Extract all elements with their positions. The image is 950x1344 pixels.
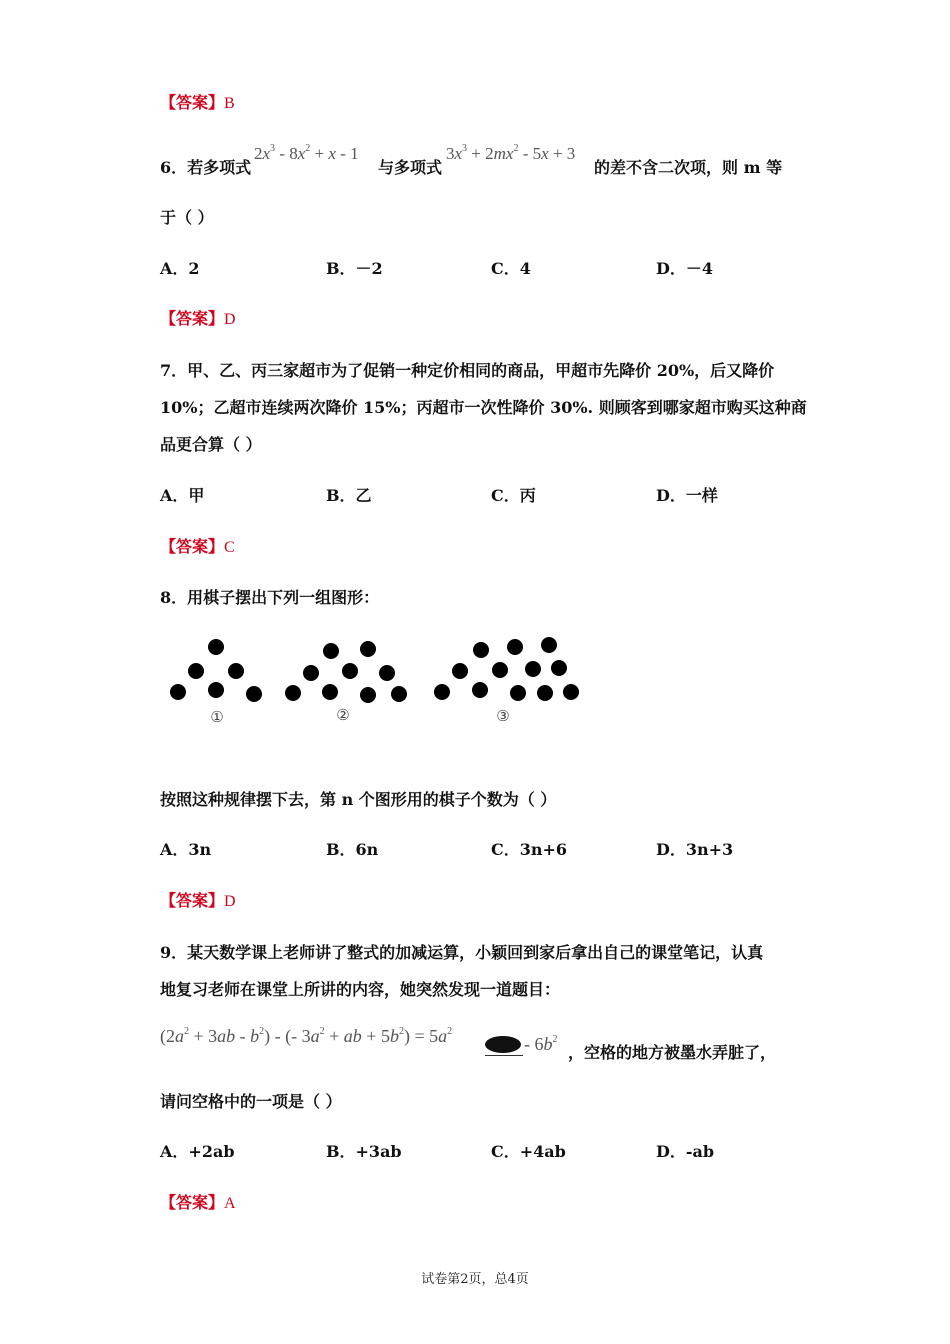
chess-pieces-figure bbox=[160, 630, 590, 730]
q9-option-d: D．-ab bbox=[656, 1142, 715, 1161]
answer-label: 【答案】 bbox=[160, 93, 225, 112]
chess-piece bbox=[492, 662, 508, 678]
figure-label-3: ③ bbox=[496, 707, 510, 725]
figure-1 bbox=[170, 639, 262, 702]
chess-piece bbox=[342, 663, 358, 679]
q7-stem-line3: 品更合算（ ） bbox=[160, 435, 262, 454]
chess-piece bbox=[303, 665, 319, 681]
q9-expression-right: - $6b^2$ bbox=[524, 1034, 558, 1054]
q8-option-a: A．3n bbox=[160, 840, 212, 859]
chess-piece bbox=[510, 685, 526, 701]
q9-answer bbox=[160, 1190, 236, 1213]
chess-piece bbox=[285, 685, 301, 701]
q8-answer bbox=[160, 888, 236, 911]
q8-stem-line2: 按照这种规律摆下去，第 n 个图形用的棋子个数为（ ） bbox=[160, 790, 557, 809]
figure-2 bbox=[285, 641, 407, 703]
q7-answer bbox=[160, 534, 235, 557]
q7-stem-line1: 7．甲、乙、丙三家超市为了促销一种定价相同的商品，甲超市先降价 20%，后又降价 bbox=[160, 361, 775, 380]
q9-option-c: C．+4ab bbox=[491, 1142, 566, 1161]
chess-piece bbox=[188, 663, 204, 679]
chess-piece bbox=[541, 637, 557, 653]
chess-piece bbox=[472, 682, 488, 698]
q6-option-a: A．2 bbox=[160, 259, 200, 278]
q9-stem-line3: ，空格的地方被墨水弄脏了， bbox=[568, 1043, 777, 1062]
q9-option-b: B．+3ab bbox=[326, 1142, 402, 1161]
answer-label: 【答案】 bbox=[160, 537, 225, 556]
q9-stem-line2: 地复习老师在课堂上所讲的内容，她突然发现一道题目： bbox=[160, 980, 561, 999]
q7-option-c: C．丙 bbox=[491, 486, 536, 505]
chess-piece bbox=[360, 687, 376, 703]
answer-label: 【答案】 bbox=[160, 1193, 225, 1212]
figure-label-2: ② bbox=[336, 706, 350, 724]
answer-value: A bbox=[224, 1195, 236, 1212]
q6-polynomial-2: $3x^3 + 2mx^2 - 5x + 3$ bbox=[446, 143, 576, 163]
chess-piece bbox=[473, 642, 489, 658]
page-footer: 试卷第2页，总4页 bbox=[421, 1272, 529, 1287]
q6-stem-line2: 于（ ） bbox=[160, 208, 214, 227]
answer-value: C bbox=[224, 539, 235, 556]
q6-option-c: C．4 bbox=[491, 259, 531, 278]
q8-stem-line1: 8．用棋子摆出下列一组图形： bbox=[160, 588, 380, 607]
q9-option-a: A．+2ab bbox=[160, 1142, 235, 1161]
q6-option-b: B．－2 bbox=[326, 259, 383, 278]
answer-value: D bbox=[224, 311, 236, 328]
ink-blot bbox=[485, 1036, 521, 1053]
figure-3 bbox=[434, 637, 579, 701]
chess-piece bbox=[452, 663, 468, 679]
chess-piece bbox=[537, 685, 553, 701]
chess-piece bbox=[434, 684, 450, 700]
answer-label: 【答案】 bbox=[160, 891, 225, 910]
chess-piece bbox=[379, 665, 395, 681]
q6-stem-part3: 的差不含二次项，则 m 等 bbox=[594, 158, 783, 177]
chess-piece bbox=[246, 686, 262, 702]
q8-option-b: B．6n bbox=[326, 840, 379, 859]
chess-piece bbox=[170, 684, 186, 700]
q9-expression-left: $(2a^2 + 3ab - b^2)$ - (- $3a^2$ + ab + $5b^2) = 5a^2$ bbox=[160, 1026, 453, 1046]
chess-piece bbox=[563, 684, 579, 700]
q7-option-a: A．甲 bbox=[160, 486, 205, 505]
q9-stem-line4: 请问空格中的一项是（ ） bbox=[160, 1092, 342, 1111]
chess-piece bbox=[551, 660, 567, 676]
blank-underline bbox=[485, 1055, 523, 1056]
q6-answer bbox=[160, 306, 236, 329]
q5-answer bbox=[160, 90, 235, 113]
chess-piece bbox=[525, 661, 541, 677]
answer-value: D bbox=[224, 893, 236, 910]
figure-label-1: ① bbox=[210, 708, 224, 726]
chess-piece bbox=[507, 639, 523, 655]
q6-polynomial-1: $2x^3 - 8x^2 + x - 1$ bbox=[254, 143, 359, 163]
chess-piece bbox=[360, 641, 376, 657]
q6-stem-part2: 与多项式 bbox=[378, 158, 443, 177]
chess-piece bbox=[323, 643, 339, 659]
q6-stem-part1: 6．若多项式 bbox=[160, 158, 252, 177]
q8-option-c: C．3n+6 bbox=[491, 840, 568, 859]
chess-piece bbox=[208, 682, 224, 698]
chess-piece bbox=[228, 663, 244, 679]
q7-option-d: D．一样 bbox=[656, 486, 718, 505]
chess-piece bbox=[391, 686, 407, 702]
chess-piece bbox=[322, 684, 338, 700]
q7-option-b: B．乙 bbox=[326, 486, 372, 505]
answer-value: B bbox=[224, 95, 235, 112]
q7-stem-line2: 10%；乙超市连续两次降价 15%；丙超市一次性降价 30%. 则顾客到哪家超市购买这种商 bbox=[160, 398, 807, 417]
q9-stem-line1: 9．某天数学课上老师讲了整式的加减运算，小颖回到家后拿出自己的课堂笔记，认真 bbox=[160, 943, 764, 962]
chess-piece bbox=[208, 639, 224, 655]
q8-option-d: D．3n+3 bbox=[656, 840, 734, 859]
q6-option-d: D．－4 bbox=[656, 259, 714, 278]
answer-label: 【答案】 bbox=[160, 309, 225, 328]
